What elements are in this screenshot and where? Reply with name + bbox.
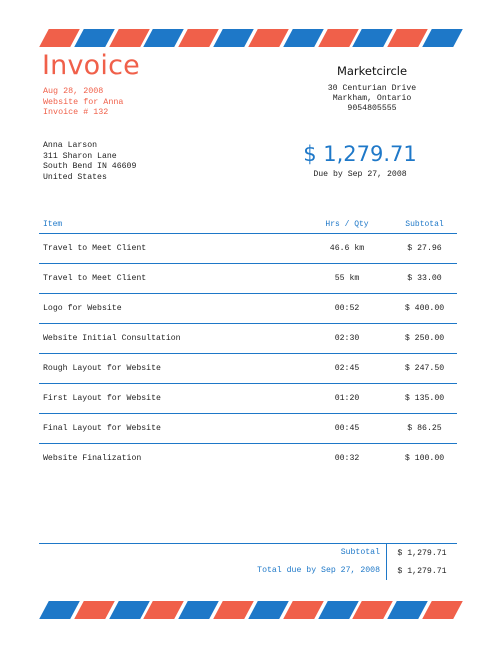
- table-row: [39, 264, 457, 294]
- row-subtotal: $ 27.96: [392, 234, 457, 264]
- row-qty: 55 km: [302, 264, 392, 294]
- client-name: Anna Larson: [43, 141, 98, 150]
- stripe-blue: [179, 601, 219, 619]
- company-address-line2: Markham, Ontario: [332, 94, 412, 103]
- airmail-stripe-top: [44, 29, 458, 47]
- row-qty: 02:45: [302, 354, 392, 384]
- table-row: [39, 354, 457, 384]
- stripe-red: [422, 601, 462, 619]
- amount-due-block: [300, 142, 420, 179]
- table-row: [39, 444, 457, 474]
- row-item: Website Finalization: [43, 454, 142, 463]
- table-row: [39, 414, 457, 444]
- table-row: [39, 384, 457, 414]
- row-subtotal: $ 100.00: [404, 454, 445, 463]
- client-country: United States: [43, 172, 107, 182]
- stripe-red: [353, 601, 393, 619]
- airmail-stripe-bottom: [44, 601, 458, 619]
- subtotal-row: [39, 544, 457, 562]
- row-item: Travel to Meet Client: [39, 264, 302, 294]
- stripe-blue: [283, 29, 323, 47]
- stripe-blue: [387, 601, 427, 619]
- client-city: South Bend IN 46609: [43, 162, 137, 172]
- row-qty: 00:45: [302, 414, 392, 444]
- stripe-blue: [213, 29, 253, 47]
- stripe-red: [39, 29, 79, 47]
- row-item: Website Initial Consultation: [39, 324, 302, 354]
- company-phone: 9054805555: [347, 104, 397, 113]
- company-name: Marketcircle: [336, 64, 408, 78]
- stripe-blue: [353, 29, 393, 47]
- invoice-title: Invoice: [42, 50, 140, 81]
- row-qty: 00:52: [302, 294, 392, 324]
- row-qty: 02:30: [302, 324, 392, 354]
- stripe-red: [74, 601, 114, 619]
- totals-block: [39, 543, 457, 580]
- row-qty: 00:32: [334, 454, 360, 463]
- column-header-subtotal: Subtotal: [392, 220, 457, 234]
- stripe-blue: [74, 29, 114, 47]
- row-subtotal: $ 135.00: [392, 384, 457, 414]
- row-qty: 01:20: [302, 384, 392, 414]
- subtotal-value: $ 1,279.71: [397, 548, 447, 558]
- table-header-row: [39, 220, 457, 234]
- invoice-date: Aug 28, 2008: [43, 86, 104, 96]
- row-subtotal: $ 86.25: [392, 414, 457, 444]
- column-header-item: Item: [39, 220, 302, 234]
- company-address-line1: 30 Centurian Drive: [327, 84, 417, 93]
- invoice-meta: [43, 86, 123, 118]
- line-items-table: [39, 220, 457, 473]
- row-item: Logo for Website: [39, 294, 302, 324]
- stripe-blue: [248, 601, 288, 619]
- table-row: [39, 234, 457, 264]
- row-subtotal: $ 33.00: [392, 264, 457, 294]
- total-due-label: Total due by Sep 27, 2008: [39, 562, 387, 580]
- company-block: [302, 64, 442, 114]
- amount-due-date: Due by Sep 27, 2008: [313, 170, 407, 179]
- subtotal-label: Subtotal: [39, 544, 387, 562]
- row-item: Rough Layout for Website: [39, 354, 302, 384]
- column-header-qty: Hrs / Qty: [302, 220, 392, 234]
- row-qty: 46.6 km: [302, 234, 392, 264]
- row-subtotal: $ 250.00: [392, 324, 457, 354]
- stripe-blue: [144, 29, 184, 47]
- stripe-red: [144, 601, 184, 619]
- client-address: [43, 141, 136, 183]
- row-subtotal: $ 247.50: [392, 354, 457, 384]
- row-item: Travel to Meet Client: [39, 234, 302, 264]
- client-street: 311 Sharon Lane: [43, 151, 117, 161]
- stripe-red: [213, 601, 253, 619]
- total-due-row: [39, 562, 457, 580]
- stripe-red: [283, 601, 323, 619]
- invoice-project: Website for Anna: [43, 96, 124, 107]
- total-due-value: $ 1,279.71: [397, 566, 447, 576]
- stripe-red: [387, 29, 427, 47]
- stripe-blue: [422, 29, 462, 47]
- stripe-red: [248, 29, 288, 47]
- stripe-red: [179, 29, 219, 47]
- stripe-blue: [39, 601, 79, 619]
- amount-due-value: $ 1,279.71: [303, 142, 417, 166]
- table-row: [39, 324, 457, 354]
- table-row: [39, 294, 457, 324]
- row-item: First Layout for Website: [39, 384, 302, 414]
- invoice-number: Invoice # 132: [43, 107, 109, 117]
- row-item: Final Layout for Website: [39, 414, 302, 444]
- row-subtotal: $ 400.00: [392, 294, 457, 324]
